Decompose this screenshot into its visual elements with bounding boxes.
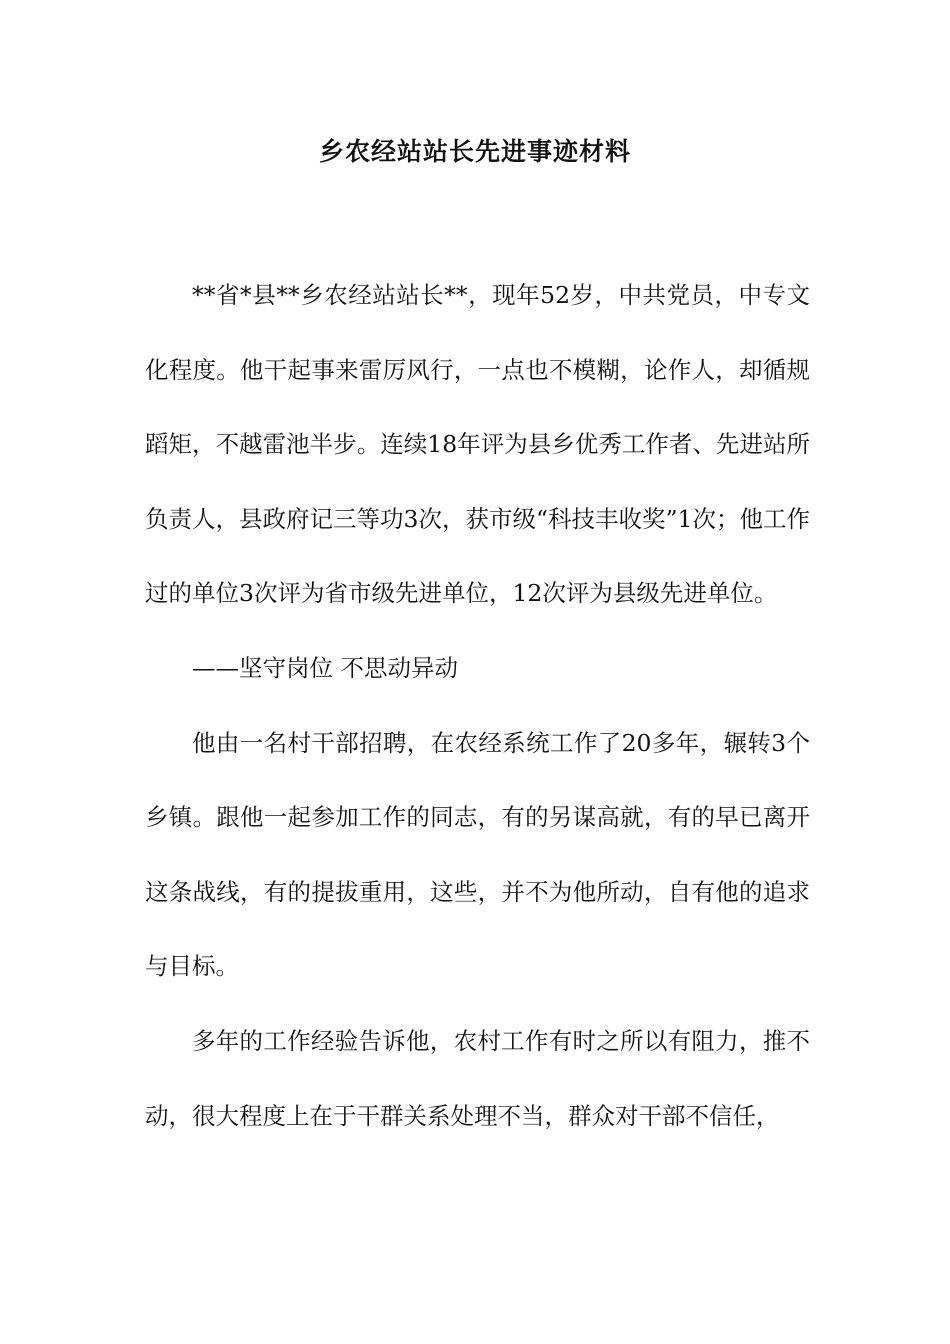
section-heading: ——坚守岗位 不思动异动	[192, 653, 458, 682]
paragraph-intro: **省*县**乡农经站站长**，现年52岁，中共党员，中专文化程度。他干起事来雷厉风行，一点也不模糊，论作人，却循规蹈矩，不越雷池半步。连续18年评为县乡优秀工作者、先进站所负责人，县政府记三等功3次，获市级“科技丰收奖”1次；他工作过的单位3次评为省市级先进单位，12次评为县级先进单位。	[145, 281, 810, 608]
paragraph-experience: 多年的工作经验告诉他，农村工作有时之所以有阻力，推不动，很大程度上在于干群关系处理不当，群众对干部不信任，	[145, 1026, 810, 1130]
paragraph-career: 他由一名村干部招聘，在农经系统工作了20多年，辗转3个乡镇。跟他一起参加工作的同志，有的另谋高就，有的早已离开这条战线，有的提拔重用，这些，并不为他所动，自有他的追求与目标。	[145, 728, 810, 981]
document-body	[145, 258, 810, 1153]
document-title: 乡农经站站长先进事迹材料	[318, 137, 631, 166]
